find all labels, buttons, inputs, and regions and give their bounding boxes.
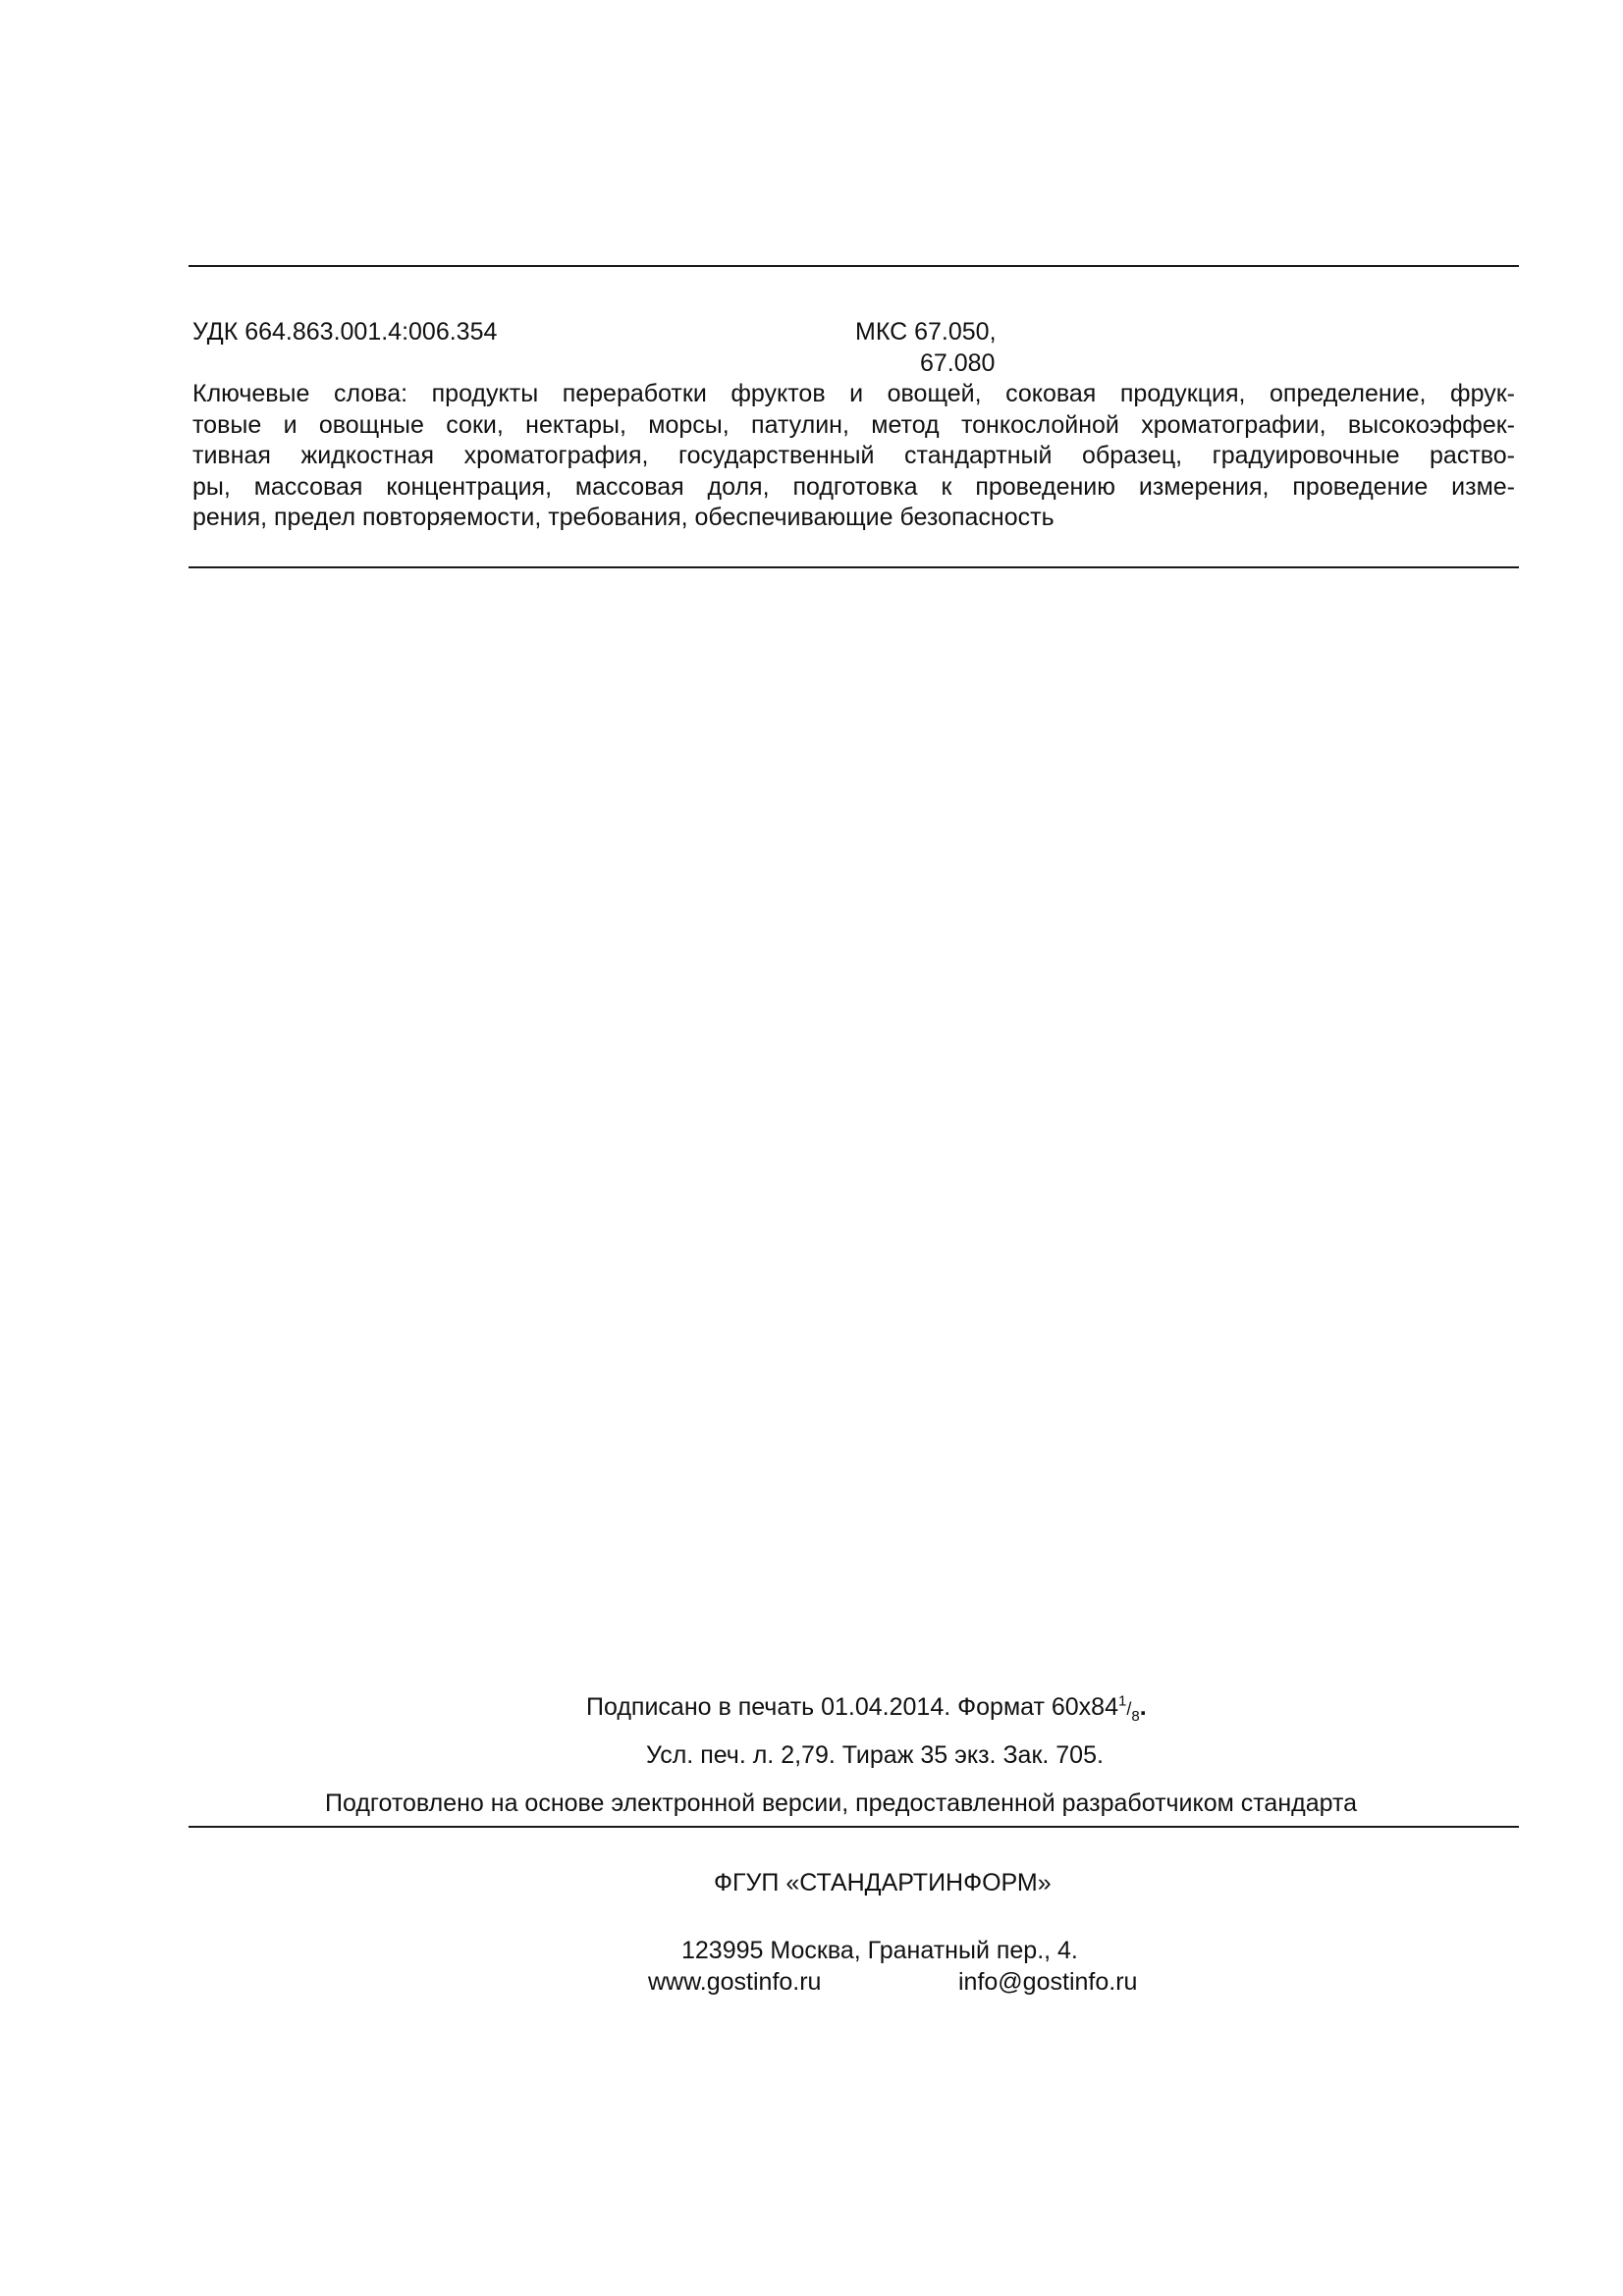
mks-code-line2: 67.080 bbox=[920, 349, 996, 377]
keywords-line: рения, предел повторяемости, требования, обеспечивающие безопасность bbox=[192, 504, 1055, 531]
publisher-website-link[interactable]: www.gostinfo.ru bbox=[648, 1968, 822, 1996]
publisher-email-link[interactable]: info@gostinfo.ru bbox=[958, 1968, 1138, 1996]
format-fraction-separator: / bbox=[1126, 1699, 1132, 1719]
udc-code: УДК 664.863.001.4:006.354 bbox=[192, 318, 498, 346]
format-end: . bbox=[1139, 1693, 1147, 1721]
publisher-name: ФГУП «СТАНДАРТИНФОРМ» bbox=[714, 1869, 1052, 1896]
keywords-line: ры, массовая концентрация, массовая доля, подготовка к проведению измерения, проведение изме- bbox=[192, 472, 1515, 501]
keywords-line: Ключевые слова: продукты переработки фруктов и овощей, соковая продукция, определение, фрук- bbox=[192, 380, 1515, 407]
publisher-address: 123995 Москва, Гранатный пер., 4. bbox=[681, 1937, 1078, 1964]
keywords-block bbox=[192, 379, 1515, 534]
imprint-signed: Подписано в печать 01.04.2014. Формат $60x84^1/_8$. bbox=[586, 1692, 1147, 1725]
format-fraction-denominator: 8 bbox=[1131, 1708, 1140, 1725]
imprint-print-info: Усл. печ. л. 2,79. Тираж 35 экз. Зак. 705. bbox=[646, 1741, 1104, 1769]
mks-code-line1: МКС 67.050, bbox=[855, 318, 997, 346]
keywords-rule bbox=[189, 566, 1519, 568]
top-rule bbox=[189, 265, 1519, 267]
publisher-rule bbox=[189, 1826, 1519, 1828]
imprint-prepared: Подготовлено на основе электронной версии, предоставленной разработчиком стандарта bbox=[325, 1789, 1358, 1817]
keywords-line: товые и овощные соки, нектары, морсы, патулин, метод тонкослойной хроматографии, высокоэффек- bbox=[192, 410, 1515, 439]
format-fraction-numerator: 1 bbox=[1118, 1692, 1127, 1710]
keywords-line: тивная жидкостная хроматография, государственный стандартный образец, градуировочные раство- bbox=[192, 442, 1515, 469]
